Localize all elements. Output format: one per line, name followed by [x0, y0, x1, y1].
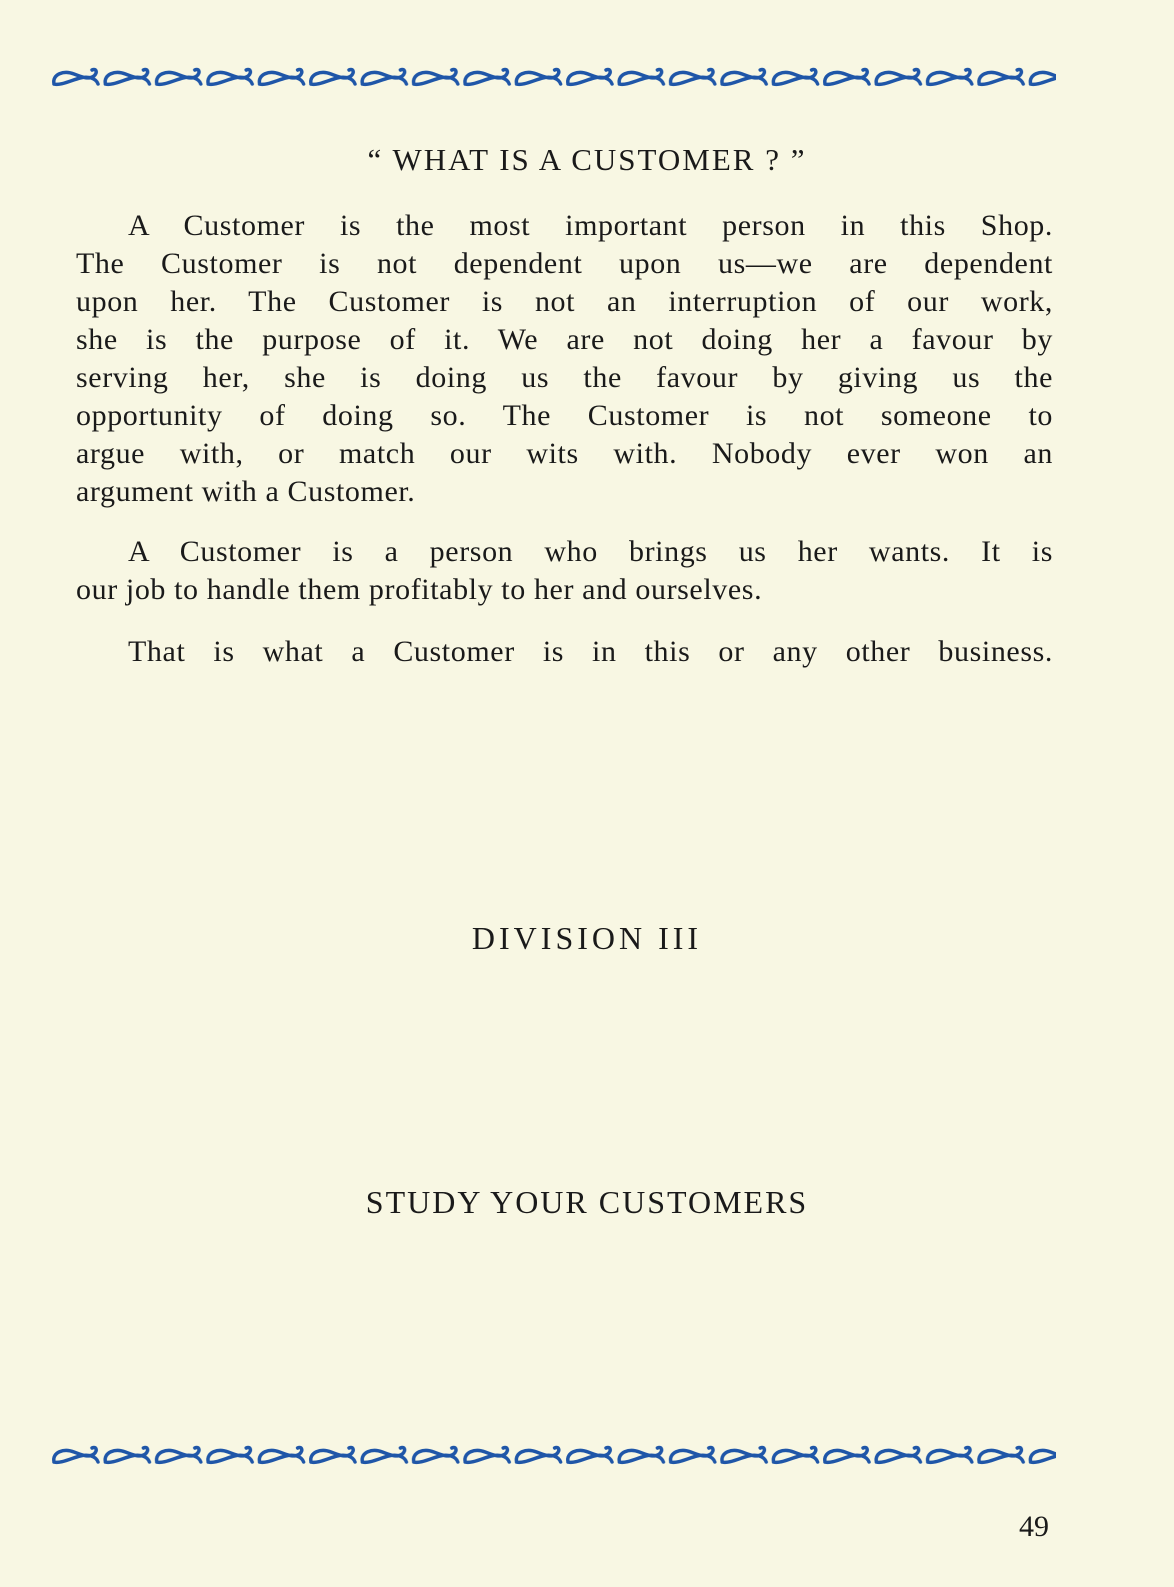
text-line: argument with a Customer. — [76, 475, 416, 508]
text-line: serving her, she is doing us the favour by giving us the — [76, 361, 1053, 394]
page-heading: “ WHAT IS A CUSTOMER ? ” — [367, 142, 807, 177]
text-line: our job to handle them profitably to her and ourselves. — [76, 573, 763, 606]
text-line: A Customer is the most important person in this Shop. — [128, 209, 1053, 242]
text-line: That is what a Customer is in this or any other business. — [128, 635, 1053, 668]
text-line: A Customer is a person who brings us her wants. It is — [128, 535, 1053, 568]
text-line: argue with, or match our wits with. Nobody ever won an — [76, 437, 1053, 470]
top-ornament-border — [50, 62, 1056, 92]
paragraph-2 — [76, 533, 1053, 609]
bottom-ornament-border — [50, 1440, 1056, 1470]
text-line: The Customer is not dependent upon us—we are dependent — [76, 247, 1053, 280]
page-number: 49 — [1019, 1510, 1049, 1543]
paragraph-1 — [76, 207, 1053, 511]
paragraph-3 — [76, 633, 1053, 671]
section-title: STUDY YOUR CUSTOMERS — [365, 1184, 809, 1220]
text-line: she is the purpose of it. We are not doing her a favour by — [76, 323, 1053, 356]
division-heading: DIVISION III — [471, 920, 703, 956]
text-line: upon her. The Customer is not an interruption of our work, — [76, 285, 1053, 318]
text-line: opportunity of doing so. The Customer is not someone to — [76, 399, 1053, 432]
